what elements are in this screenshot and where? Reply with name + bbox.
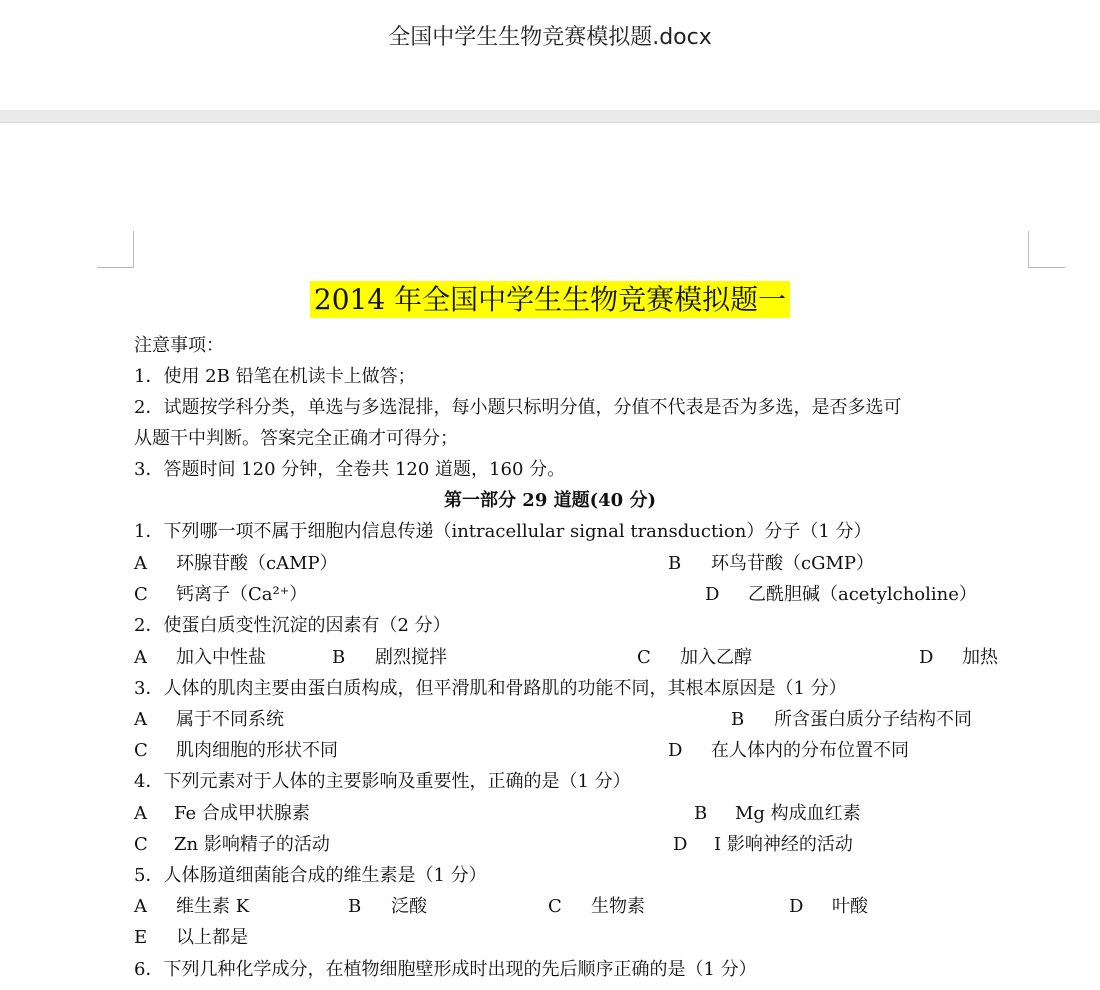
option-text: 属于不同系统 <box>176 709 284 730</box>
option-label: B <box>694 803 708 824</box>
question-stem: 3．人体的肌肉主要由蛋白质构成，但平滑肌和骨路肌的功能不同，其根本原因是（1 分） <box>134 678 847 699</box>
option-label: C <box>134 740 148 761</box>
title-bar <box>0 0 1100 110</box>
option-label: B <box>731 709 745 730</box>
option-text: Zn 影响精子的活动 <box>174 834 330 855</box>
option-label: B <box>668 553 682 574</box>
note-item: 从题干中判断。答案完全正确才可得分； <box>134 428 458 449</box>
option-label: D <box>673 834 688 855</box>
document-filename: 全国中学生生物竞赛模拟题.docx <box>388 25 712 50</box>
option-text: 叶酸 <box>832 896 868 917</box>
option-label: C <box>134 584 148 605</box>
question-stem: 6．下列几种化学成分，在植物细胞壁形成时出现的先后顺序正确的是（1 分） <box>134 959 757 980</box>
option-label: D <box>919 647 934 668</box>
heading-text: 2014 年全国中学生生物竞赛模拟题一 <box>310 281 790 318</box>
option-label: B <box>332 647 346 668</box>
question-stem: 4．下列元素对于人体的主要影响及重要性，正确的是（1 分） <box>134 771 631 792</box>
section-title: 第一部分 29 道题(40 分) <box>444 490 656 511</box>
note-item: 1．使用 2B 铅笔在机读卡上做答； <box>134 366 416 387</box>
document-heading <box>0 278 1100 318</box>
option-label: D <box>668 740 683 761</box>
option-label: C <box>134 834 148 855</box>
option-text: Fe 合成甲状腺素 <box>174 803 310 824</box>
note-item: 3．答题时间 120 分钟，全卷共 120 道题，160 分。 <box>134 459 566 480</box>
question-stem: 5．人体肠道细菌能合成的维生素是（1 分） <box>134 865 487 886</box>
option-label: A <box>134 803 147 824</box>
question-stem: 2．使蛋白质变性沉淀的因素有（2 分） <box>134 615 451 636</box>
option-text: 以上都是 <box>176 927 248 948</box>
option-text: 加热 <box>962 647 998 668</box>
option-text: 加入中性盐 <box>176 647 266 668</box>
option-text: 环腺苷酸（cAMP） <box>176 553 338 574</box>
option-label: A <box>134 647 147 668</box>
option-text: Mg 构成血红素 <box>735 803 861 824</box>
option-label: B <box>348 896 362 917</box>
option-text: 维生素 K <box>176 896 250 917</box>
option-text: 在人体内的分布位置不同 <box>711 740 909 761</box>
option-text: 剧烈搅拌 <box>375 647 447 668</box>
option-text: 环鸟苷酸（cGMP） <box>711 553 875 574</box>
option-text: 泛酸 <box>391 896 427 917</box>
option-label: C <box>637 647 651 668</box>
document-page <box>0 123 1100 990</box>
option-text: 加入乙醇 <box>680 647 752 668</box>
margin-corner-top-right <box>1028 231 1065 268</box>
notes-label: 注意事项： <box>134 335 224 356</box>
option-label: A <box>134 709 147 730</box>
option-label: A <box>134 553 147 574</box>
margin-corner-top-left <box>97 231 134 268</box>
option-label: A <box>134 896 147 917</box>
option-label: C <box>548 896 562 917</box>
note-item: 2．试题按学科分类，单选与多选混排，每小题只标明分值，分值不代表是否为多选，是否多选可 <box>134 397 902 418</box>
option-text: 所含蛋白质分子结构不同 <box>774 709 972 730</box>
question-stem: 1．下列哪一项不属于细胞内信息传递（intracellular signal transduction）分子（1 分） <box>134 521 872 542</box>
option-text: 乙酰胆碱（acetylcholine） <box>748 584 977 605</box>
option-text: 生物素 <box>591 896 645 917</box>
option-text: I 影响神经的活动 <box>714 834 853 855</box>
option-label: D <box>789 896 804 917</box>
option-text: 肌肉细胞的形状不同 <box>176 740 338 761</box>
option-label: E <box>134 927 148 948</box>
option-label: D <box>705 584 720 605</box>
toolbar-divider <box>0 110 1100 123</box>
option-text: 钙离子（Ca²⁺） <box>176 584 308 605</box>
